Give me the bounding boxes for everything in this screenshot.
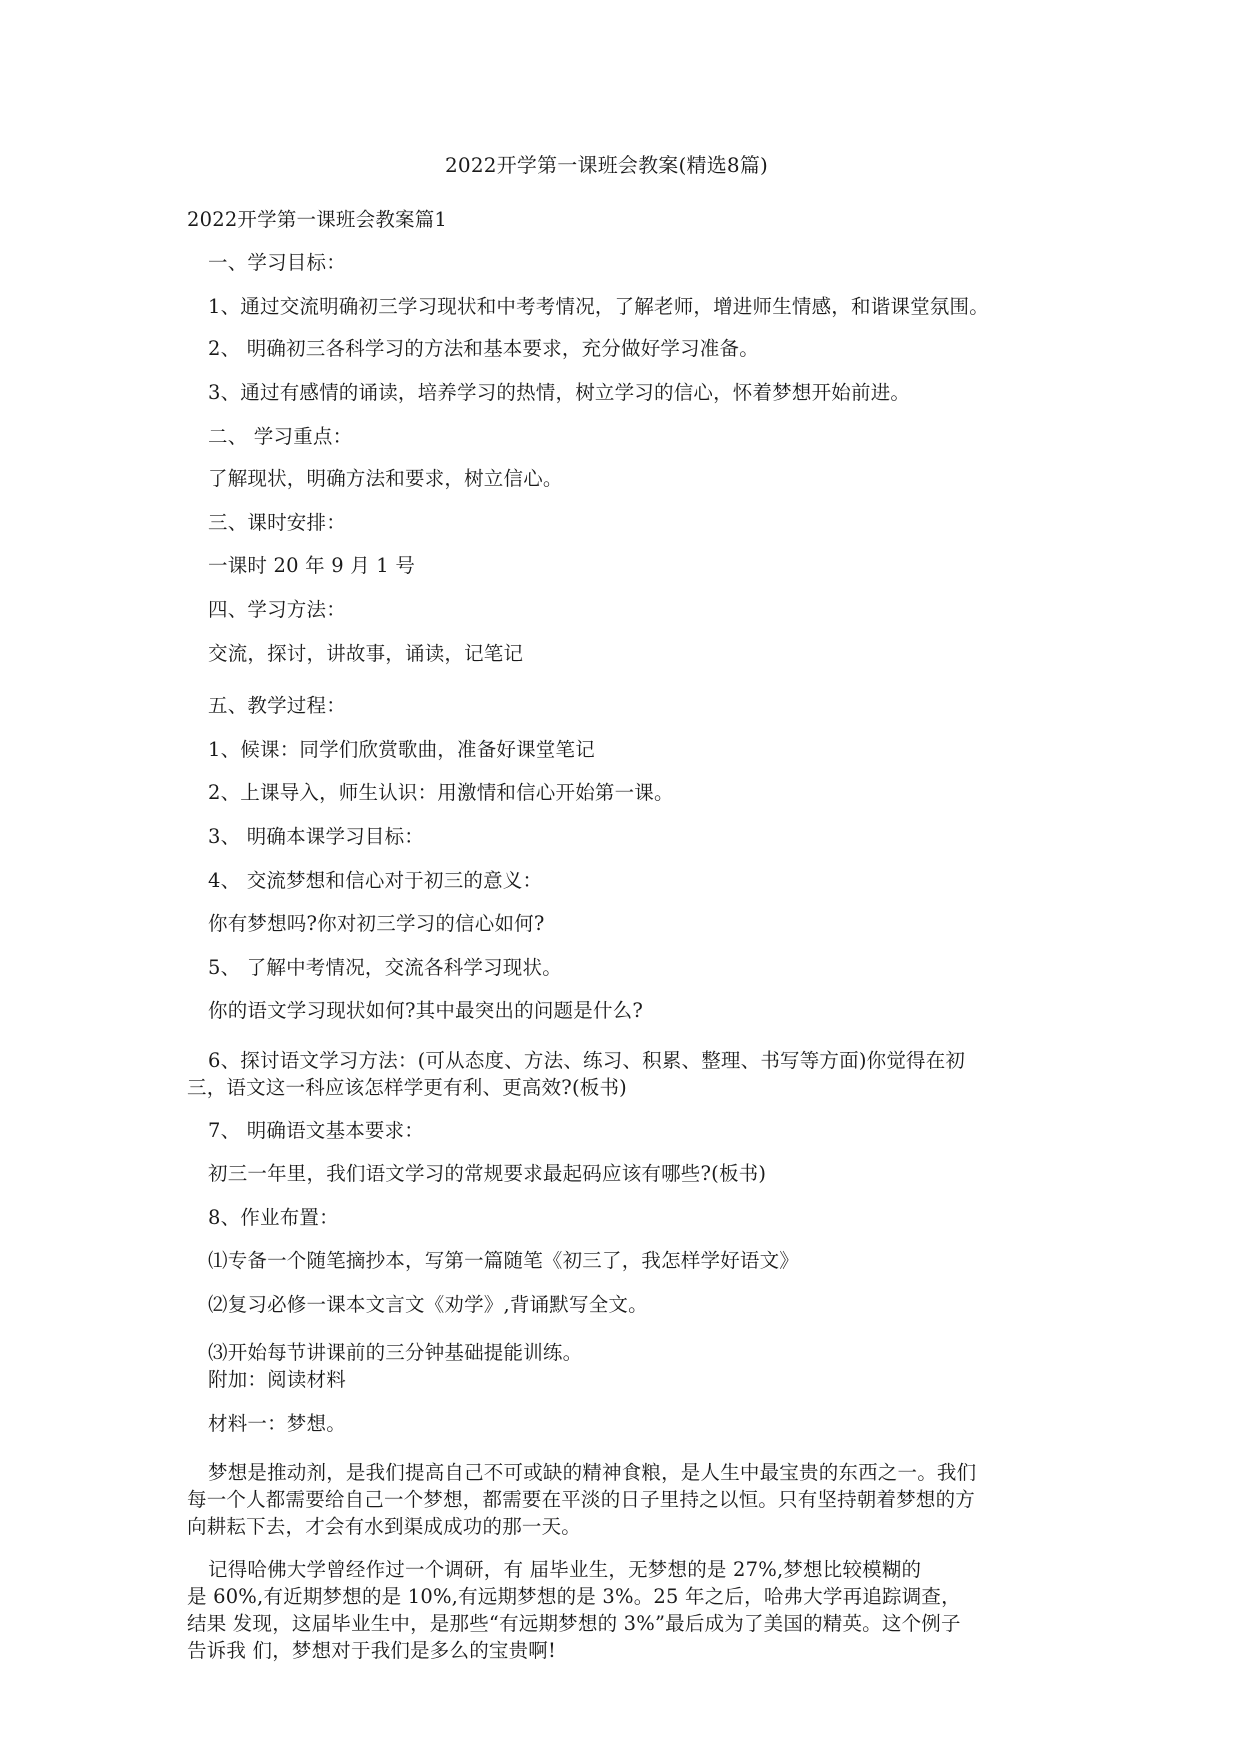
material-1-heading: 材料一：梦想。 bbox=[208, 1412, 346, 1435]
paragraph-dream-line-1: 梦想是推动剂，是我们提高自己不可或缺的精神食粮，是人生中最宝贵的东西之一。我们 bbox=[208, 1461, 977, 1484]
heading-teaching-process: 五、教学过程： bbox=[208, 694, 346, 717]
heading-schedule: 三、课时安排： bbox=[208, 511, 346, 534]
question-1: 你有梦想吗?你对初三学习的信心如何? bbox=[208, 912, 545, 935]
homework-item-2: ⑵复习必修一课本文言文《劝学》,背诵默写全文。 bbox=[208, 1293, 648, 1316]
process-step-8: 8、作业布置： bbox=[208, 1206, 339, 1229]
process-step-1: 1、候课：同学们欣赏歌曲，准备好课堂笔记 bbox=[208, 738, 595, 761]
schedule-text: 一课时 20 年 9 月 1 号 bbox=[208, 554, 416, 577]
paragraph-dream-line-3: 向耕耘下去，才会有水到渠成成功的那一天。 bbox=[187, 1515, 582, 1538]
goal-item-1: 1、通过交流明确初三学习现状和中考考情况，了解老师，增进师生情感，和谐课堂氛围。 bbox=[208, 295, 989, 318]
process-step-7: 7、 明确语文基本要求： bbox=[208, 1119, 425, 1142]
heading-methods: 四、学习方法： bbox=[208, 598, 346, 621]
methods-text: 交流，探讨，讲故事，诵读，记笔记 bbox=[208, 642, 524, 665]
paragraph-harvard-line-2: 是 60%,有近期梦想的是 10%,有远期梦想的是 3%。25 年之后，哈弗大学再追踪调查， bbox=[187, 1585, 961, 1608]
heading-key-points: 二、 学习重点： bbox=[208, 425, 353, 448]
document-title: 2022开学第一课班会教案(精选8篇) bbox=[445, 153, 769, 177]
paragraph-dream bbox=[187, 1459, 976, 1540]
paragraph-harvard-line-4: 告诉我 们，梦想对于我们是多么的宝贵啊! bbox=[187, 1639, 557, 1662]
paragraph-dream-line-2: 每一个人都需要给自己一个梦想，都需要在平淡的日子里持之以恒。只有坚持朝着梦想的方 bbox=[187, 1488, 976, 1511]
paragraph-harvard-line-3: 结果 发现，这届毕业生中，是那些“有远期梦想的 3%”最后成为了美国的精英。这个例子 bbox=[187, 1612, 961, 1635]
process-step-6-line-2: 三，语文这一科应该怎样学更有利、更高效?(板书) bbox=[187, 1076, 627, 1099]
goal-item-3: 3、通过有感情的诵读，培养学习的热情，树立学习的信心，怀着梦想开始前进。 bbox=[208, 381, 911, 404]
question-2: 你的语文学习现状如何?其中最突出的问题是什么? bbox=[208, 999, 644, 1022]
homework-item-1: ⑴专备一个随笔摘抄本，写第一篇随笔《初三了，我怎样学好语文》 bbox=[208, 1249, 800, 1272]
process-step-3: 3、 明确本课学习目标： bbox=[208, 825, 425, 848]
process-step-6-line-1: 6、探讨语文学习方法：(可从态度、方法、练习、积累、整理、书写等方面)你觉得在初 bbox=[208, 1049, 966, 1072]
key-point-text: 了解现状，明确方法和要求，树立信心。 bbox=[208, 467, 563, 490]
appendix-label: 附加：阅读材料 bbox=[208, 1368, 346, 1391]
process-step-5: 5、 了解中考情况，交流各科学习现状。 bbox=[208, 956, 562, 979]
process-step-2: 2、上课导入，师生认识：用激情和信心开始第一课。 bbox=[208, 781, 674, 804]
question-3: 初三一年里，我们语文学习的常规要求最起码应该有哪些?(板书) bbox=[208, 1162, 767, 1185]
paragraph-harvard-line-1: 记得哈佛大学曾经作过一个调研，有 届毕业生，无梦想的是 27%,梦想比较模糊的 bbox=[208, 1558, 922, 1581]
heading-learning-goals: 一、学习目标： bbox=[208, 251, 346, 274]
homework-item-3: ⑶开始每节讲课前的三分钟基础提能训练。 bbox=[208, 1341, 583, 1364]
goal-item-2: 2、 明确初三各科学习的方法和基本要求，充分做好学习准备。 bbox=[208, 337, 759, 360]
paragraph-harvard bbox=[187, 1556, 961, 1664]
process-step-4: 4、 交流梦想和信心对于初三的意义： bbox=[208, 869, 543, 892]
section-heading: 2022开学第一课班会教案篇1 bbox=[187, 208, 448, 231]
